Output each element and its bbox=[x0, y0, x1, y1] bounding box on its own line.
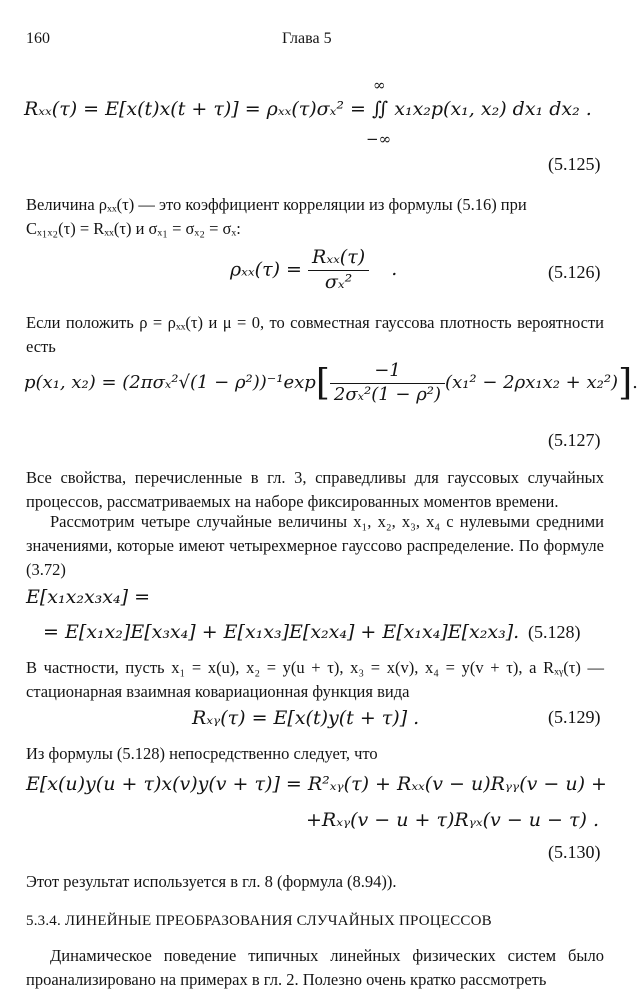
eq127-bracket-right: ] bbox=[618, 362, 633, 404]
equation-number-5-128: (5.128) bbox=[528, 622, 581, 642]
equation-number-5-127: (5.127) bbox=[548, 430, 601, 450]
equation-number-5-129: (5.129) bbox=[548, 707, 601, 727]
page-number: 160 bbox=[26, 30, 50, 47]
paragraph-linear-systems: Динамическое поведение типичных линейных физических систем было проанализировано на примерах в гл. 2. Полезно очень кратко рассмотреть bbox=[26, 946, 604, 989]
eq126-denominator: σₓ² bbox=[324, 270, 353, 293]
paragraph-four-variables: Рассмотрим четыре случайные величины x₁, x₂, x₃, x₄ с нулевыми средними значениями, которые имеют четырехмерное гауссово распределение. По формуле (3.72) bbox=[26, 512, 604, 579]
eq127-rhs: (x₁² − 2ρx₁x₂ + x₂²) bbox=[445, 372, 619, 393]
paragraph-follows: Из формулы (5.128) непосредственно следует, что bbox=[26, 744, 378, 763]
equation-5-125: Rₓₓ(τ) = E[x(t)x(t + τ)] = ρₓₓ(τ)σₓ² = ∬ x₁x₂p(x₁, x₂) dx₁ dx₂ . bbox=[24, 98, 592, 120]
equation-number-5-130: (5.130) bbox=[548, 842, 601, 862]
eq126-fraction bbox=[308, 246, 369, 295]
equation-5-129: Rₓᵧ(τ) = E[x(t)y(t + τ)] . bbox=[192, 707, 420, 729]
equation-number-5-126: (5.126) bbox=[548, 262, 601, 282]
paragraph-substitution: В частности, пусть x₁ = x(u), x₂ = y(u + τ), x₃ = x(v), x₄ = y(v + τ), а Rₓᵧ(τ) — стационарная взаимная ковариационная функция вида bbox=[26, 658, 604, 701]
equation-5-126 bbox=[230, 246, 397, 295]
equation-5-127: p(x₁, x₂) = (2πσₓ²√(1 − ρ²))⁻¹exp[ $\frac{-1}{\text{2σₓ²(1 − ρ²)}}$ (x₁² − 2ρx₁x₂ + x₂²)]. bbox=[24, 360, 638, 405]
eq126-numerator: Rₓₓ(τ) bbox=[308, 246, 369, 271]
section-heading: 5.3.4. ЛИНЕЙНЫЕ ПРЕОБРАЗОВАНИЯ СЛУЧАЙНЫХ ПРОЦЕССОВ bbox=[26, 913, 492, 929]
eq127-bracket-left: [ bbox=[315, 362, 330, 404]
paragraph-gaussian-properties: Все свойства, перечисленные в гл. 3, справедливы для гауссовых случайных процессов, рассматриваемых на наборе фиксированных моментов времени. bbox=[26, 468, 604, 511]
equation-5-130-line-1: E[x(u)y(u + τ)x(v)y(v + τ)] = R²ₓᵧ(τ) + Rₓₓ(v − u)Rᵧᵧ(v − u) + bbox=[26, 773, 607, 795]
equation-5-128-line-1: E[x₁x₂x₃x₄] = bbox=[26, 586, 150, 608]
eq127-denominator: 2σₓ²(1 − ρ²) bbox=[333, 383, 442, 405]
eq126-period: . bbox=[391, 258, 398, 281]
eq126-lhs: ρₓₓ(τ) = bbox=[230, 258, 302, 281]
running-header: Глава 5 bbox=[282, 30, 332, 47]
integral-upper-limit: ∞ bbox=[373, 76, 386, 94]
eq127-lhs: p(x₁, x₂) = (2πσₓ²√(1 − ρ²))⁻¹exp bbox=[24, 372, 316, 393]
integral-lower-limit: −∞ bbox=[366, 130, 392, 148]
equation-number-5-125: (5.125) bbox=[548, 154, 601, 174]
eq127-numerator: −1 bbox=[330, 360, 445, 384]
paragraph-gaussian-density: Если положить ρ = ρₓₓ(τ) и μ = 0, то совместная гауссова плотность вероятности есть bbox=[26, 313, 604, 356]
paragraph-correlation-line-1: Величина ρₓₓ(τ) — это коэффициент корреляции из формулы (5.16) при bbox=[26, 195, 527, 214]
eq127-fraction bbox=[330, 360, 445, 406]
equation-5-130-line-2: +Rₓᵧ(v − u + τ)Rᵧₓ(v − u − τ) . bbox=[306, 809, 600, 831]
equation-5-128-line-2: = E[x₁x₂]E[x₃x₄] + E[x₁x₃]E[x₂x₄] + E[x₁x₄]E[x₂x₃]. bbox=[43, 621, 520, 643]
paragraph-result-usage: Этот результат используется в гл. 8 (формула (8.94)). bbox=[26, 872, 397, 891]
paragraph-correlation-line-2: Cₓ₁ₓ₂(τ) = Rₓₓ(τ) и σₓ₁ = σₓ₂ = σₓ: bbox=[26, 219, 241, 238]
